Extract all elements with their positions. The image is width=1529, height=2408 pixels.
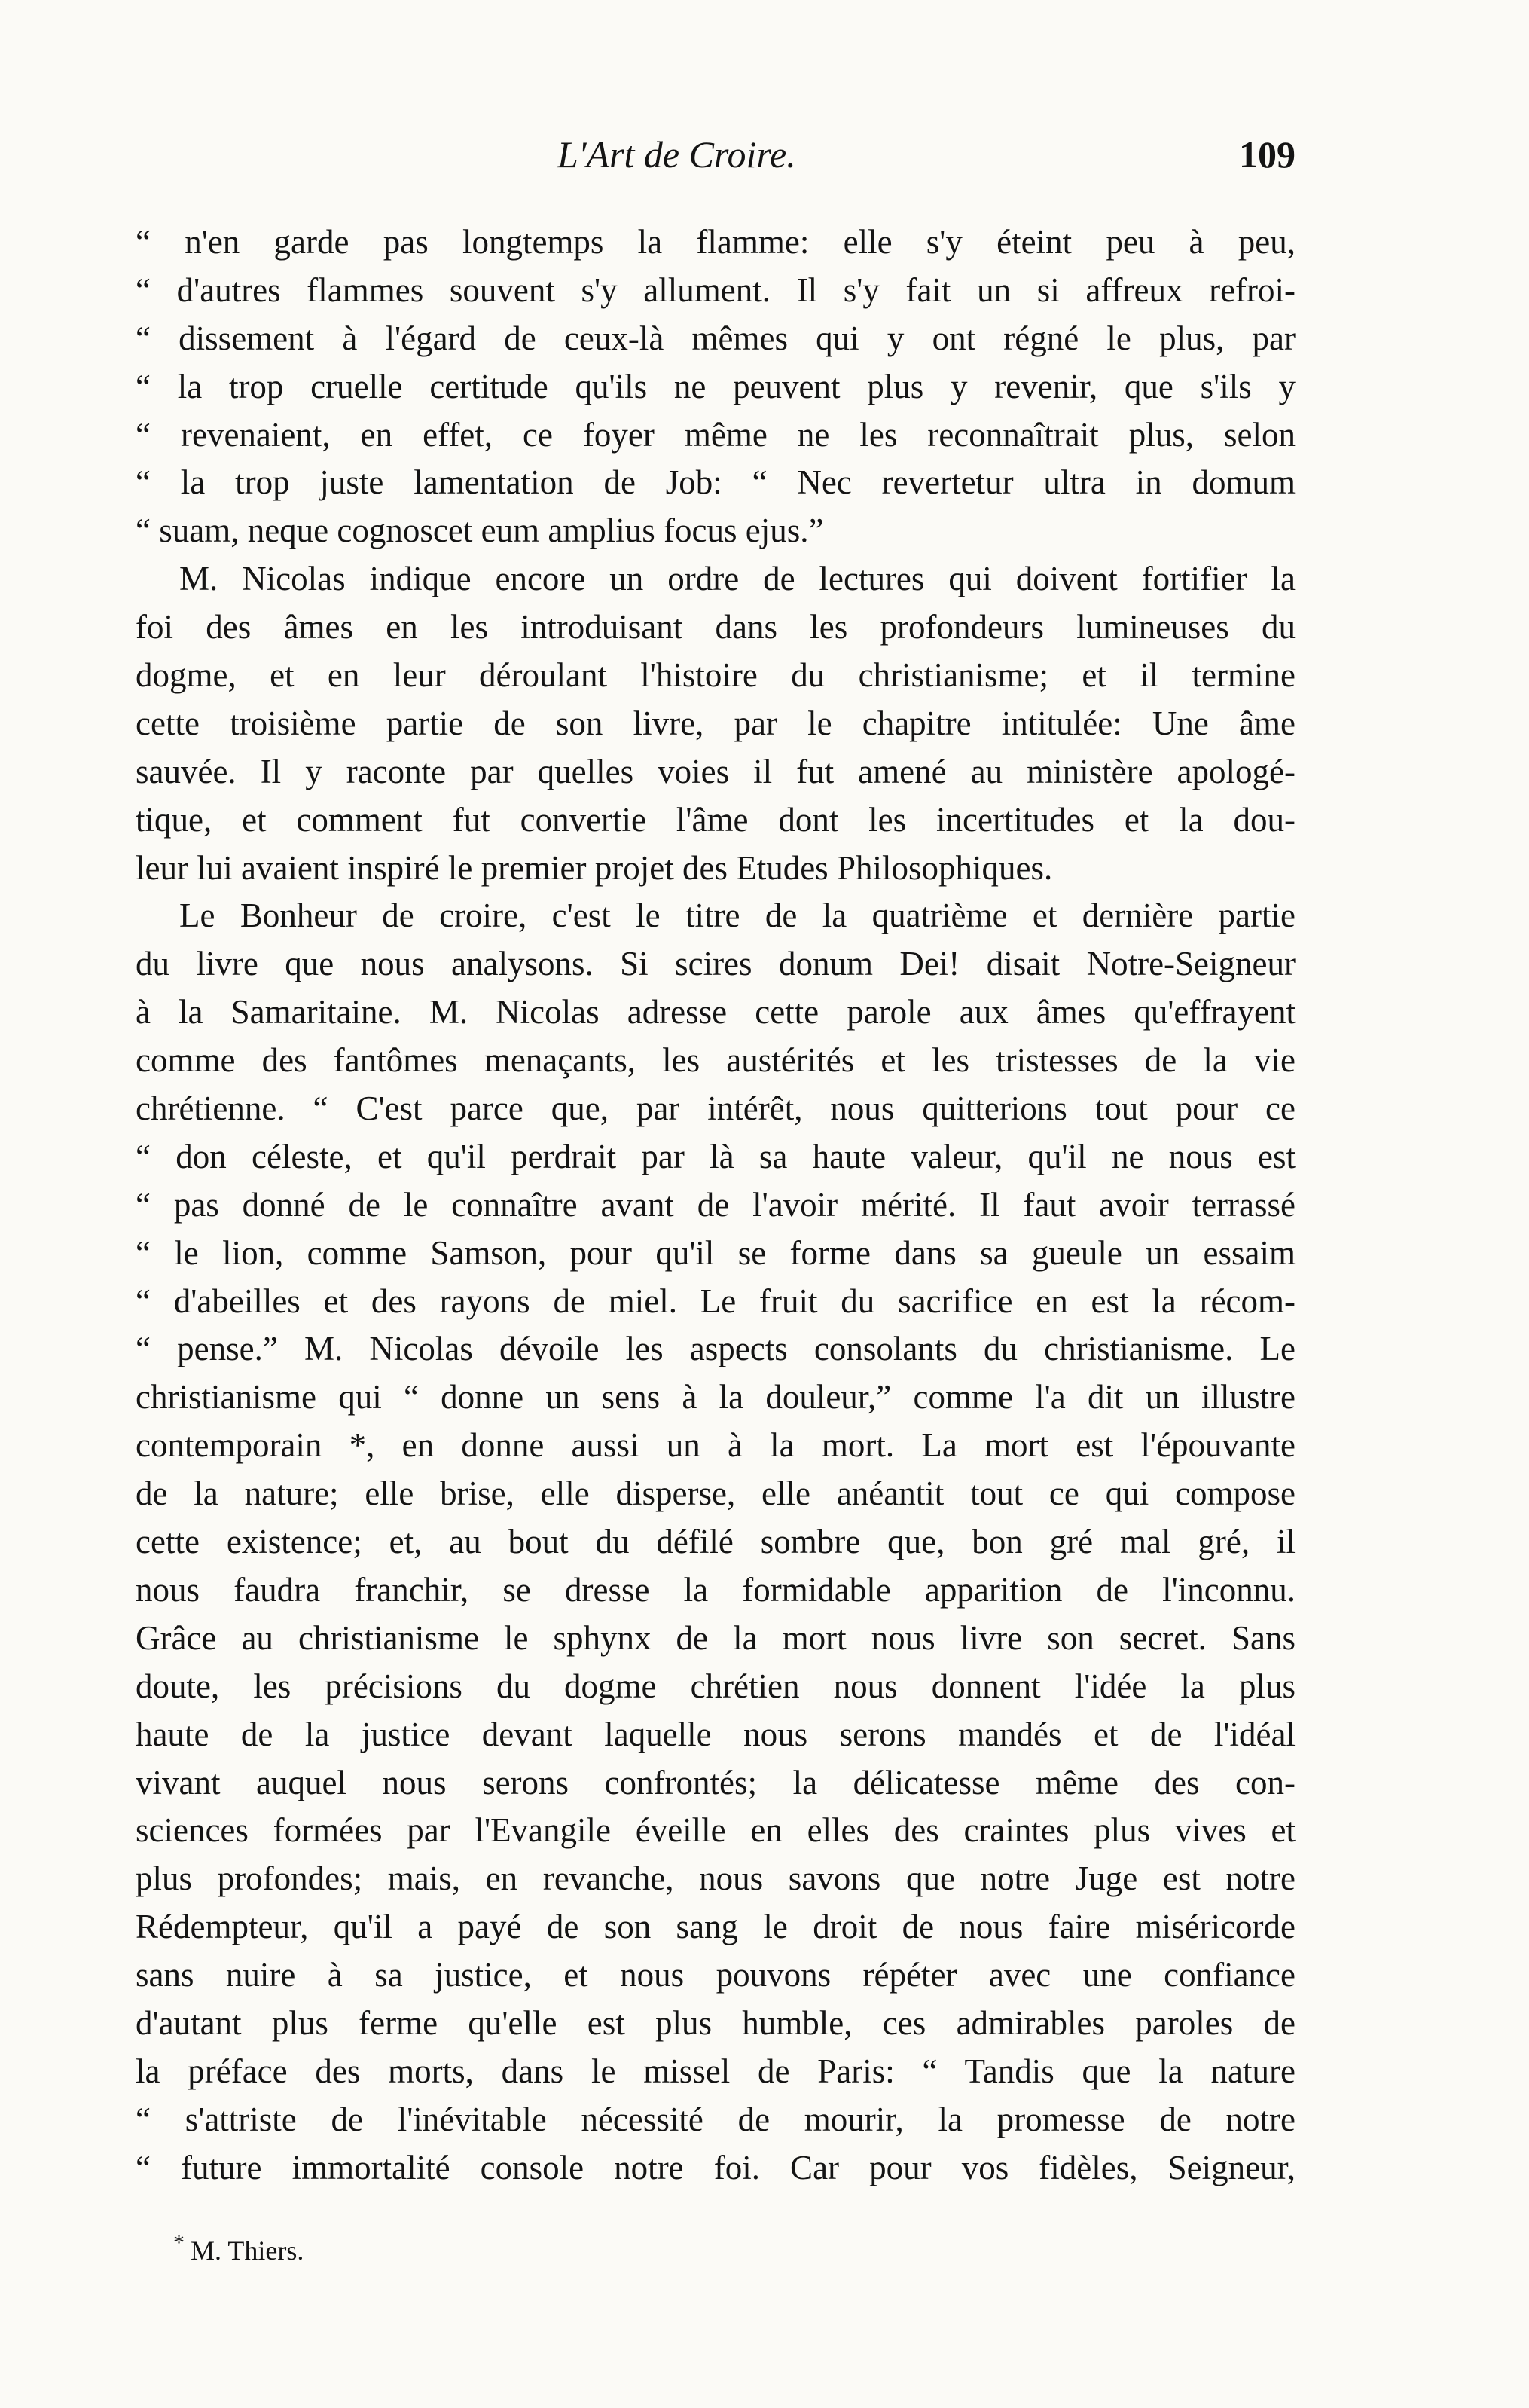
text-line: “ d'abeilles et des rayons de miel. Le fruit du sacrifice en est la récom- bbox=[136, 1282, 1296, 1320]
text-line: vivant auquel nous serons confrontés; la délicatesse même des con- bbox=[136, 1763, 1296, 1801]
text-line: Grâce au christianisme le sphynx de la mort nous livre son secret. Sans bbox=[136, 1618, 1296, 1657]
footnote-area bbox=[173, 2224, 625, 2269]
text-line: tique, et comment fut convertie l'âme dont les incertitudes et la dou- bbox=[136, 800, 1296, 839]
text-line: sans nuire à sa justice, et nous pouvons répéter avec une confiance bbox=[136, 1956, 1296, 1994]
text-line: “ revenaient, en effet, ce foyer même ne les reconnaîtrait plus, selon bbox=[136, 415, 1296, 454]
text-line: Rédempteur, qu'il a payé de son sang le droit de nous faire miséricorde bbox=[136, 1908, 1296, 1946]
text-line: cette troisième partie de son livre, par le chapitre intitulée: Une âme bbox=[136, 704, 1296, 742]
text-line: à la Samaritaine. M. Nicolas adresse cette parole aux âmes qu'effrayent bbox=[136, 993, 1296, 1031]
text-line: “ pense.” M. Nicolas dévoile les aspects consolants du christianisme. Le bbox=[136, 1330, 1296, 1368]
text-line: d'autant plus ferme qu'elle est plus humble, ces admirables paroles de bbox=[136, 2003, 1296, 2042]
text-line: sciences formées par l'Evangile éveille en elles des craintes plus vives et bbox=[136, 1811, 1296, 1850]
text-line: Le Bonheur de croire, c'est le titre de la quatrième et dernière partie bbox=[179, 897, 1296, 935]
text-line: M. Nicolas indique encore un ordre de lectures qui doivent fortifier la bbox=[179, 560, 1296, 598]
footnote-text: M. Thiers. bbox=[191, 2235, 304, 2266]
text-line: foi des âmes en les introduisant dans les profondeurs lumineuses du bbox=[136, 608, 1296, 646]
text-line: “ le lion, comme Samson, pour qu'il se forme dans sa gueule un essaim bbox=[136, 1233, 1296, 1272]
text-line: nous faudra franchir, se dresse la formidable apparition de l'inconnu. bbox=[136, 1570, 1296, 1609]
text-line: chrétienne. “ C'est parce que, par intérêt, nous quitterions tout pour ce bbox=[136, 1089, 1296, 1128]
text-line: “ don céleste, et qu'il perdrait par là sa haute valeur, qu'il ne nous est bbox=[136, 1137, 1296, 1175]
text-line: cette existence; et, au bout du défilé sombre que, bon gré mal gré, il bbox=[136, 1523, 1296, 1561]
page-header bbox=[136, 128, 1296, 181]
footnote bbox=[173, 2224, 625, 2269]
footnote-marker: * bbox=[173, 2230, 185, 2255]
text-line: leur lui avaient inspiré le premier projet des Etudes Philosophiques. bbox=[136, 848, 1053, 887]
text-line: “ n'en garde pas longtemps la flamme: elle s'y éteint peu à peu, bbox=[136, 223, 1296, 261]
text-line: “ la trop cruelle certitude qu'ils ne peuvent plus y revenir, que s'ils y bbox=[136, 367, 1296, 405]
text-line: sauvée. Il y raconte par quelles voies il fut amené au ministère apologé- bbox=[136, 752, 1296, 790]
text-line: du livre que nous analysons. Si scires donum Dei! disait Notre-Seigneur bbox=[136, 945, 1296, 983]
text-line: dogme, et en leur déroulant l'histoire du christianisme; et il termine bbox=[136, 656, 1296, 695]
text-line: de la nature; elle brise, elle disperse, elle anéantit tout ce qui compose bbox=[136, 1474, 1296, 1513]
text-line: la préface des morts, dans le missel de Paris: “ Tandis que la nature bbox=[136, 2052, 1296, 2090]
text-line: “ d'autres flammes souvent s'y allument. Il s'y fait un si affreux refroi- bbox=[136, 270, 1296, 309]
text-line: christianisme qui “ donne un sens à la douleur,” comme l'a dit un illustre bbox=[136, 1378, 1296, 1416]
page-number: 109 bbox=[1239, 133, 1296, 176]
text-line: doute, les précisions du dogme chrétien nous donnent l'idée la plus bbox=[136, 1667, 1296, 1705]
body-text bbox=[136, 218, 1296, 2193]
text-line: haute de la justice devant laquelle nous serons mandés et de l'idéal bbox=[136, 1715, 1296, 1753]
text-line: “ suam, neque cognoscet eum amplius focus ejus.” bbox=[136, 512, 824, 550]
text-line: “ pas donné de le connaître avant de l'avoir mérité. Il faut avoir terrassé bbox=[136, 1185, 1296, 1224]
text-line: plus profondes; mais, en revanche, nous savons que notre Juge est notre bbox=[136, 1859, 1296, 1898]
text-line: comme des fantômes menaçants, les austérités et les tristesses de la vie bbox=[136, 1041, 1296, 1080]
text-line: “ dissement à l'égard de ceux-là mêmes qui y ont régné le plus, par bbox=[136, 319, 1296, 357]
running-title: L'Art de Croire. bbox=[557, 133, 796, 176]
text-line: “ future immortalité console notre foi. Car pour vos fidèles, Seigneur, bbox=[136, 2148, 1296, 2186]
text-line: “ s'attriste de l'inévitable nécessité de mourir, la promesse de notre bbox=[136, 2100, 1296, 2138]
text-line: contemporain *, en donne aussi un à la mort. La mort est l'épouvante bbox=[136, 1426, 1296, 1465]
text-line: “ la trop juste lamentation de Job: “ Nec revertetur ultra in domum bbox=[136, 463, 1296, 502]
